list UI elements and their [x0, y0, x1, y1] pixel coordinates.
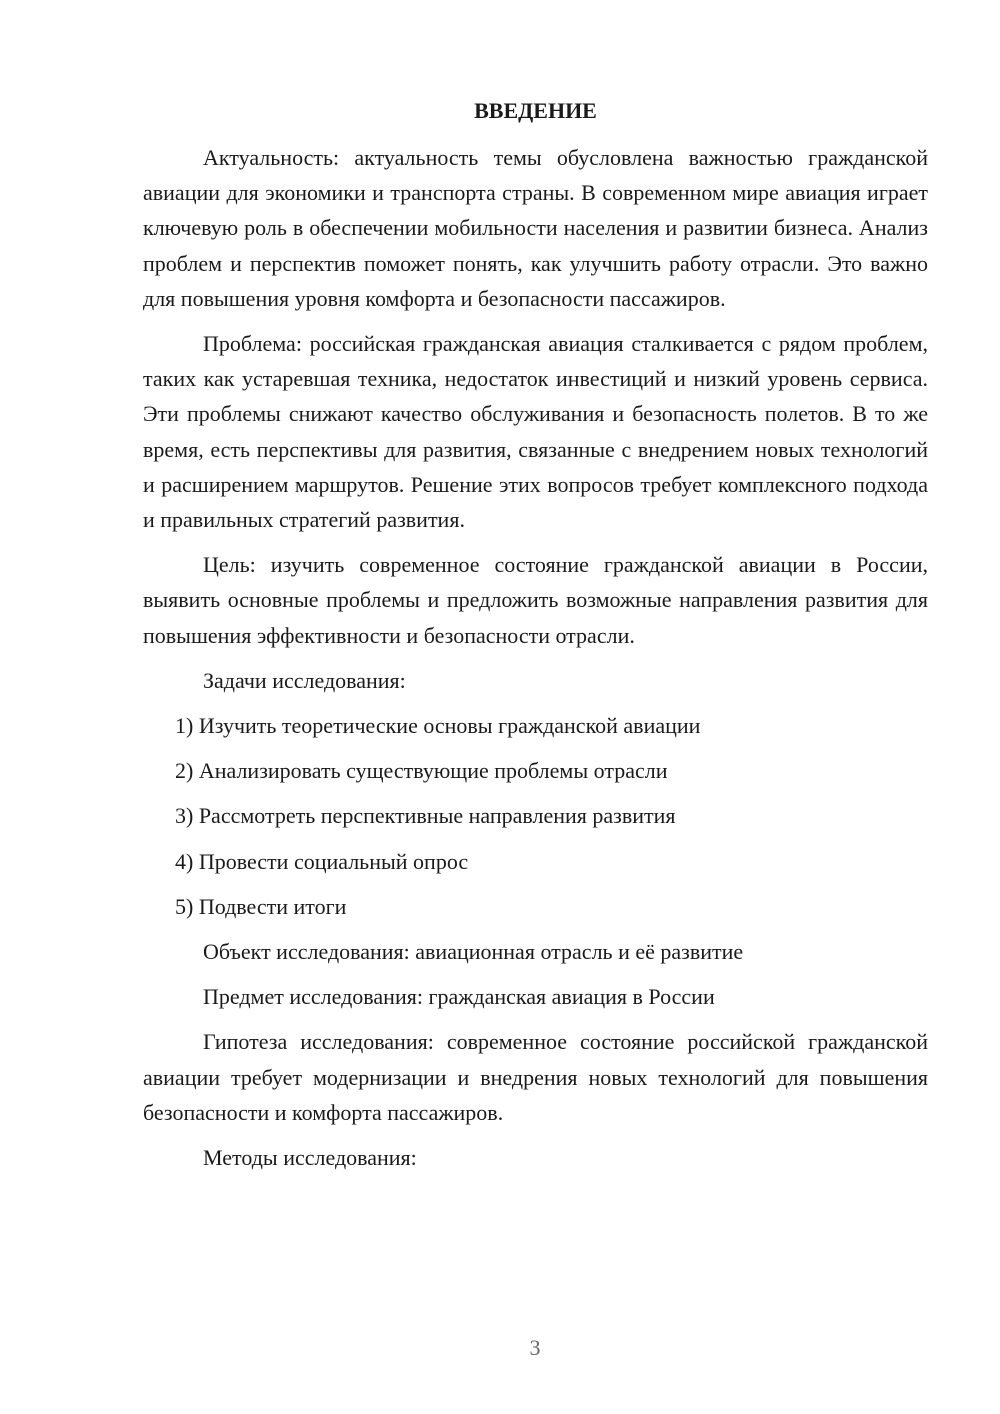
document-body: [143, 96, 928, 1185]
object-paragraph: Объект исследования: авиационная отрасль и её развитие: [203, 939, 744, 965]
goal-paragraph: Цель: изучить современное состояние гражданской авиации в России, выявить основные проблемы и предложить возможные направления развития для повышения эффективности и безопасности отрасли.: [143, 552, 928, 648]
methods-heading: Методы исследования:: [203, 1145, 417, 1171]
problem-paragraph: Проблема: российская гражданская авиация сталкивается с рядом проблем, таких как устаревшая техника, недостаток инвестиций и низкий уровень сервиса. Эти проблемы снижают качество обслуживания и безопасность полетов. В то же время, есть перспективы для развития, связанные с внедрением новых технологий и расширением маршрутов. Решение этих вопросов требует комплексного подхода и правильных стратегий развития.: [143, 331, 928, 533]
page-number-text: 3: [529, 1335, 541, 1360]
subject-paragraph: Предмет исследования: гражданская авиация в России: [203, 984, 715, 1010]
list-item: 4) Провести социальный опрос: [175, 848, 469, 874]
relevance-paragraph: Актуальность: актуальность темы обусловлена важностью гражданской авиации для экономики и транспорта страны. В современном мире авиация играет ключевую роль в обеспечении мобильности населения и развитии бизнеса. Анализ проблем и перспектив поможет понять, как улучшить работу отрасли. Это важно для повышения уровня комфорта и безопасности пассажиров.: [143, 145, 928, 311]
list-item: 5) Подвести итоги: [175, 893, 347, 919]
tasks-list: [143, 708, 928, 924]
section-title: ВВЕДЕНИЕ: [474, 98, 597, 123]
list-item: 2) Анализировать существующие проблемы отрасли: [175, 758, 668, 784]
tasks-heading: Задачи исследования:: [203, 667, 406, 693]
list-item: 3) Рассмотреть перспективные направления развития: [175, 803, 676, 829]
hypothesis-paragraph: Гипотеза исследования: современное состояние российской гражданской авиации требует модернизации и внедрения новых технологий для повышения безопасности и комфорта пассажиров.: [143, 1029, 928, 1125]
list-item: 1) Изучить теоретические основы гражданской авиации: [175, 713, 701, 739]
page-number: [0, 1335, 1000, 1361]
